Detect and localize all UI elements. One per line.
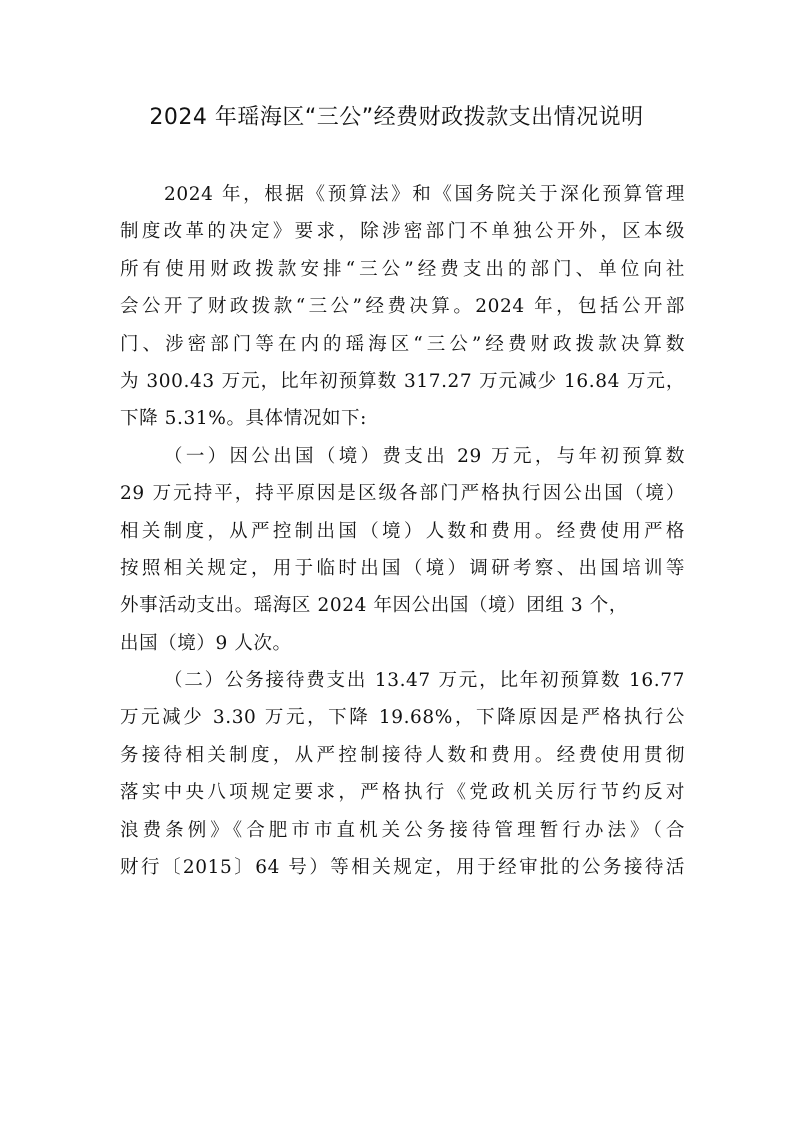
paragraph-2-line-5: 外事活动支出。瑶海区 2024 年因公出国（境）团组 3 个，: [120, 595, 628, 617]
paragraph-3-line-6: 财行〔2015〕64 号）等相关规定，用于经审批的公务接待活: [120, 857, 685, 879]
paragraph-1-line-5: 门、涉密部门等在内的瑶海区“三公”经费财政拨款决算数: [120, 333, 685, 355]
paragraph-1-line-3: 所有使用财政拨款安排“三公”经费支出的部门、单位向社: [120, 258, 685, 280]
document-title: 2024 年瑶海区“三公”经费财政拨款支出情况说明: [149, 105, 644, 130]
paragraph-3-line-1: （二）公务接待费支出 13.47 万元，比年初预算数 16.77: [164, 670, 685, 692]
paragraph-1-line-7: 下降 5.31%。具体情况如下:: [120, 408, 367, 430]
paragraph-2-line-2: 29 万元持平，持平原因是区级各部门严格执行因公出国（境）: [120, 483, 685, 505]
paragraph-3-line-4: 落实中央八项规定要求，严格执行《党政机关厉行节约反对: [120, 782, 685, 804]
paragraph-2-line-3: 相关制度，从严控制出国（境）人数和费用。经费使用严格: [120, 520, 685, 542]
paragraph-2-line-4: 按照相关规定，用于临时出国（境）调研考察、出国培训等: [120, 557, 685, 579]
paragraph-3-line-3: 务接待相关制度，从严控制接待人数和费用。经费使用贯彻: [120, 744, 685, 766]
document-body: [120, 176, 685, 886]
paragraph-1-line-2: 制度改革的决定》要求，除涉密部门不单独公开外，区本级: [120, 221, 685, 243]
paragraph-1-line-4: 会公开了财政拨款“三公”经费决算。2024 年，包括公开部: [120, 296, 685, 318]
paragraph-3-line-5: 浪费条例》《合肥市市直机关公务接待管理暂行办法》（合: [120, 819, 685, 841]
paragraph-2-line-6: 出国（境）9 人次。: [120, 632, 292, 654]
paragraph-1-line-1: 2024 年，根据《预算法》和《国务院关于深化预算管理: [164, 184, 685, 205]
paragraph-3-line-2: 万元减少 3.30 万元，下降 19.68%，下降原因是严格执行公: [120, 707, 685, 729]
paragraph-2-line-1: （一）因公出国（境）费支出 29 万元，与年初预算数: [164, 445, 685, 467]
paragraph-1-line-6: 为 300.43 万元，比年初预算数 317.27 万元减少 16.84 万元，: [120, 370, 685, 392]
